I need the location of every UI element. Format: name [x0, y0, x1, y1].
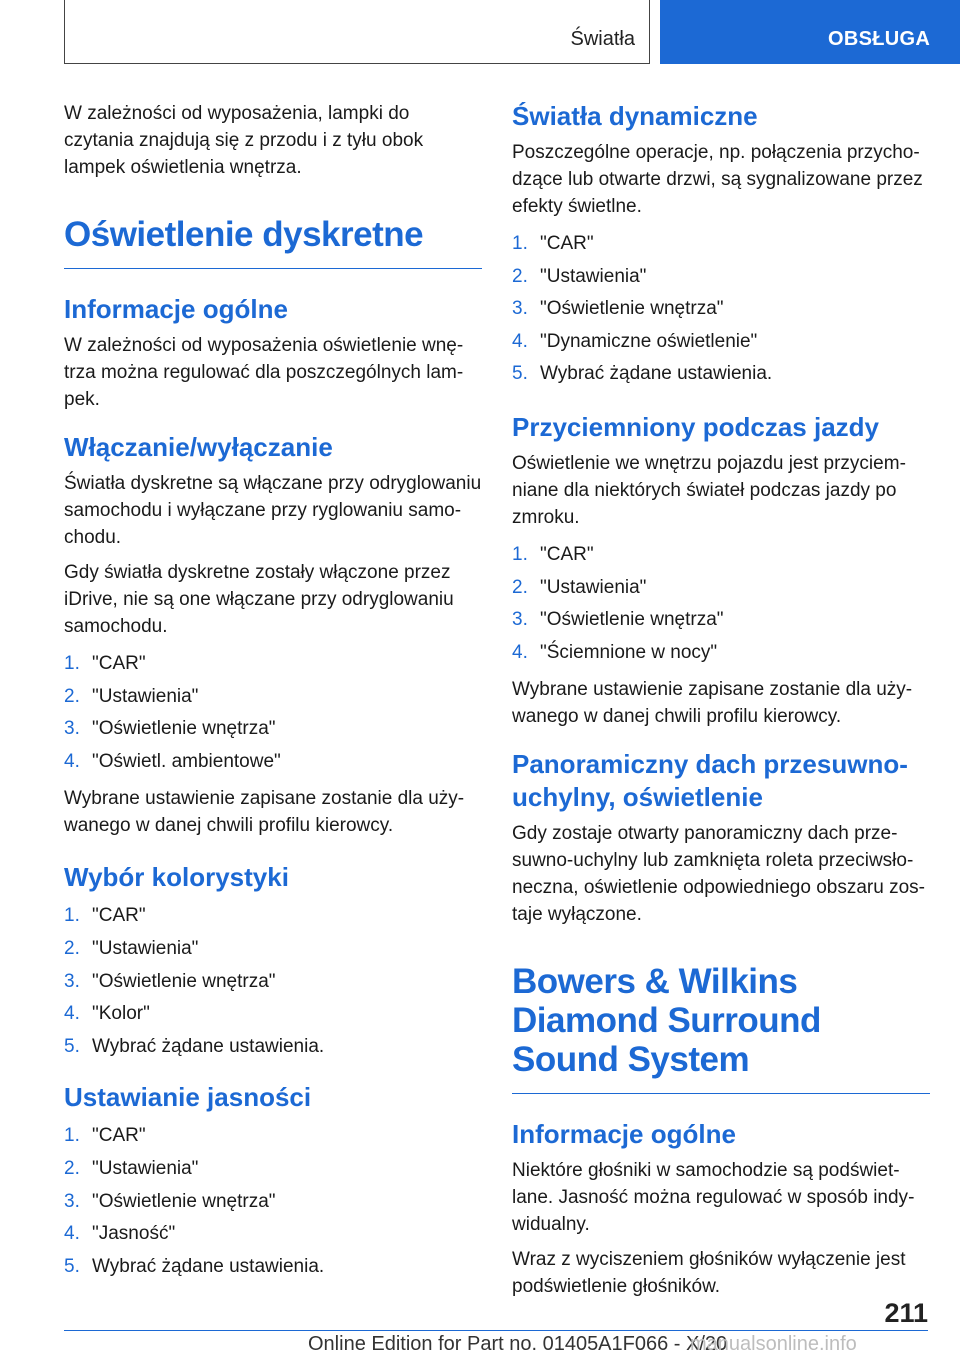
list-item [512, 604, 930, 637]
on-off-steps [64, 648, 482, 778]
on-off-text-1: Światła dyskretne są włączane przy odryglowaniu samochodu i wyłączane przy ryglowaniu samochodu. [64, 473, 482, 548]
step-number: 5. [512, 363, 528, 385]
dimmed-driving-text: Oświetlenie we wnętrzu pojazdu jest przyciemniane dla niektórych świateł podczas jazdy po zmroku. [512, 452, 906, 528]
step-text: "CAR" [92, 653, 146, 674]
list-item [64, 1251, 482, 1284]
step-number: 1. [64, 905, 80, 927]
step-text: "Oświetl. ambientowe" [92, 750, 281, 772]
list-item [64, 713, 482, 746]
list-item [512, 539, 930, 572]
list-item [512, 261, 930, 294]
section-title: Światła [570, 28, 635, 50]
page-header [0, 0, 960, 66]
list-item [512, 228, 930, 261]
heading-general-info-2: Informacje ogólne [512, 1119, 736, 1150]
step-text: Wybrać żądane ustawienia. [92, 1035, 325, 1057]
edition-text: Online Edition for Part no. 01405A1F066 - X/20 [308, 1333, 728, 1355]
step-number: 5. [64, 1035, 80, 1057]
list-item [64, 1120, 482, 1153]
dynamic-lights-text: Poszczególne operacje, np. połączenia przychodzące lub otwarte drzwi, są sygnalizowane przez efekty świetlne. [512, 142, 923, 217]
sound-general-text-2: Wraz z wyciszeniem głośników wyłączenie jest podświetlenie głośników. [512, 1249, 906, 1298]
step-text: "Ustawienia" [92, 937, 199, 959]
step-number: 2. [64, 685, 80, 707]
brightness-steps [64, 1120, 482, 1283]
heading-panoramic-roof: Panoramiczny dach przesuwno-uchylny, oświetlenie [512, 749, 908, 813]
dynamic-lights-steps [512, 228, 930, 391]
step-number: 2. [64, 1157, 80, 1179]
list-item [512, 326, 930, 359]
step-text: Wybrać żądane ustawienia. [540, 363, 773, 385]
on-off-note: Wybrane ustawienie zapisane zostanie dla używanego w danej chwili profilu kierowcy. [64, 788, 465, 837]
heading-dynamic-lights: Światła dynamiczne [512, 101, 758, 131]
general-info-text: W zależności od wyposażenia oświetlenie wnętrza można regulować dla poszczególnych lampek. [64, 335, 464, 410]
step-text: "CAR" [92, 905, 146, 927]
list-item [64, 966, 482, 999]
step-number: 1. [512, 233, 528, 254]
step-number: 3. [64, 970, 80, 992]
step-number: 3. [64, 1190, 80, 1212]
step-number: 3. [512, 609, 528, 631]
step-number: 1. [512, 543, 528, 565]
list-item [64, 1031, 482, 1064]
step-text: "Oświetlenie wnętrza" [92, 970, 276, 992]
step-number: 1. [64, 1125, 80, 1147]
section-heading-sound-system: Bowers & Wilkins Diamond Surround Sound System [512, 962, 930, 1094]
list-item [64, 900, 482, 933]
step-text: "Ustawienia" [540, 265, 647, 287]
right-column [512, 100, 930, 1308]
intro-paragraph: W zależności od wyposażenia, lampki do czytania znajdują się z przodu i z tyłu obok lampek oświetlenia wnętrza. [64, 103, 424, 178]
list-item [64, 1153, 482, 1186]
step-text: "Ustawienia" [92, 685, 199, 707]
chapter-tab [660, 0, 960, 64]
step-number: 2. [64, 937, 80, 959]
dimmed-driving-steps [512, 539, 930, 669]
step-number: 1. [64, 653, 80, 674]
color-steps [64, 900, 482, 1063]
step-number: 3. [512, 298, 528, 320]
list-item [64, 933, 482, 966]
list-item [64, 746, 482, 779]
heading-dimmed-driving: Przyciemniony podczas jazdy [512, 411, 880, 442]
on-off-text-2: Gdy światła dyskretne zostały włączone przez iDrive, nie są one włączane przy odryglowaniu samochodu. [64, 562, 454, 637]
step-number: 2. [512, 265, 528, 287]
step-number: 4. [512, 330, 528, 352]
step-text: "Oświetlenie wnętrza" [92, 718, 276, 740]
step-text: Wybrać żądane ustawienia. [92, 1255, 325, 1277]
list-item [512, 358, 930, 391]
footer-divider [64, 1330, 928, 1331]
step-text: "CAR" [92, 1125, 146, 1147]
step-text: "Oświetlenie wnętrza" [540, 609, 724, 631]
step-text: "Oświetlenie wnętrza" [540, 298, 724, 320]
step-text: "Jasność" [92, 1223, 176, 1245]
step-text: "Kolor" [92, 1003, 150, 1025]
left-column [64, 100, 482, 1290]
section-heading-ambient: Oświetlenie dyskretne [64, 215, 482, 269]
step-number: 2. [512, 576, 528, 598]
list-item [512, 572, 930, 605]
heading-color-selection: Wybór kolorystyki [64, 862, 289, 893]
page-number: 211 [884, 1298, 928, 1328]
step-text: "CAR" [540, 233, 594, 254]
step-number: 4. [64, 750, 80, 772]
step-number: 4. [512, 641, 528, 663]
dimmed-driving-note: Wybrane ustawienie zapisane zostanie dla używanego w danej chwili profilu kierowcy. [512, 679, 913, 728]
step-text: "Ustawienia" [92, 1157, 199, 1179]
sound-general-text-1: Niektóre głośniki w samochodzie są podświetlane. Jasność można regulować w sposób indywidualny. [512, 1160, 915, 1236]
heading-brightness: Ustawianie jasności [64, 1082, 312, 1113]
list-item [64, 1218, 482, 1251]
step-text: "CAR" [540, 543, 594, 565]
step-number: 3. [64, 718, 80, 740]
panoramic-roof-text: Gdy zostaje otwarty panoramiczny dach przesuwno-uchylny lub zamknięta roleta przeciwsłoneczna, oświetlenie odpowiedniego obszaru zostaje wyłączone. [512, 823, 925, 926]
list-item [64, 1186, 482, 1219]
heading-on-off: Włączanie/wyłączanie [64, 432, 333, 462]
step-text: "Dynamiczne oświetlenie" [540, 330, 758, 352]
step-text: "Ustawienia" [540, 576, 647, 598]
list-item [512, 637, 930, 670]
step-text: "Oświetlenie wnętrza" [92, 1190, 276, 1212]
list-item [64, 648, 482, 681]
list-item [64, 681, 482, 714]
step-number: 4. [64, 1223, 80, 1245]
list-item [64, 998, 482, 1031]
list-item [512, 293, 930, 326]
section-tab [64, 0, 650, 64]
chapter-title: OBSŁUGA [828, 28, 931, 50]
watermark: manualsonline.info [690, 1333, 857, 1355]
heading-general-info: Informacje ogólne [64, 294, 288, 324]
step-number: 4. [64, 1003, 80, 1025]
step-number: 5. [64, 1255, 80, 1277]
step-text: "Ściemnione w nocy" [540, 641, 718, 663]
